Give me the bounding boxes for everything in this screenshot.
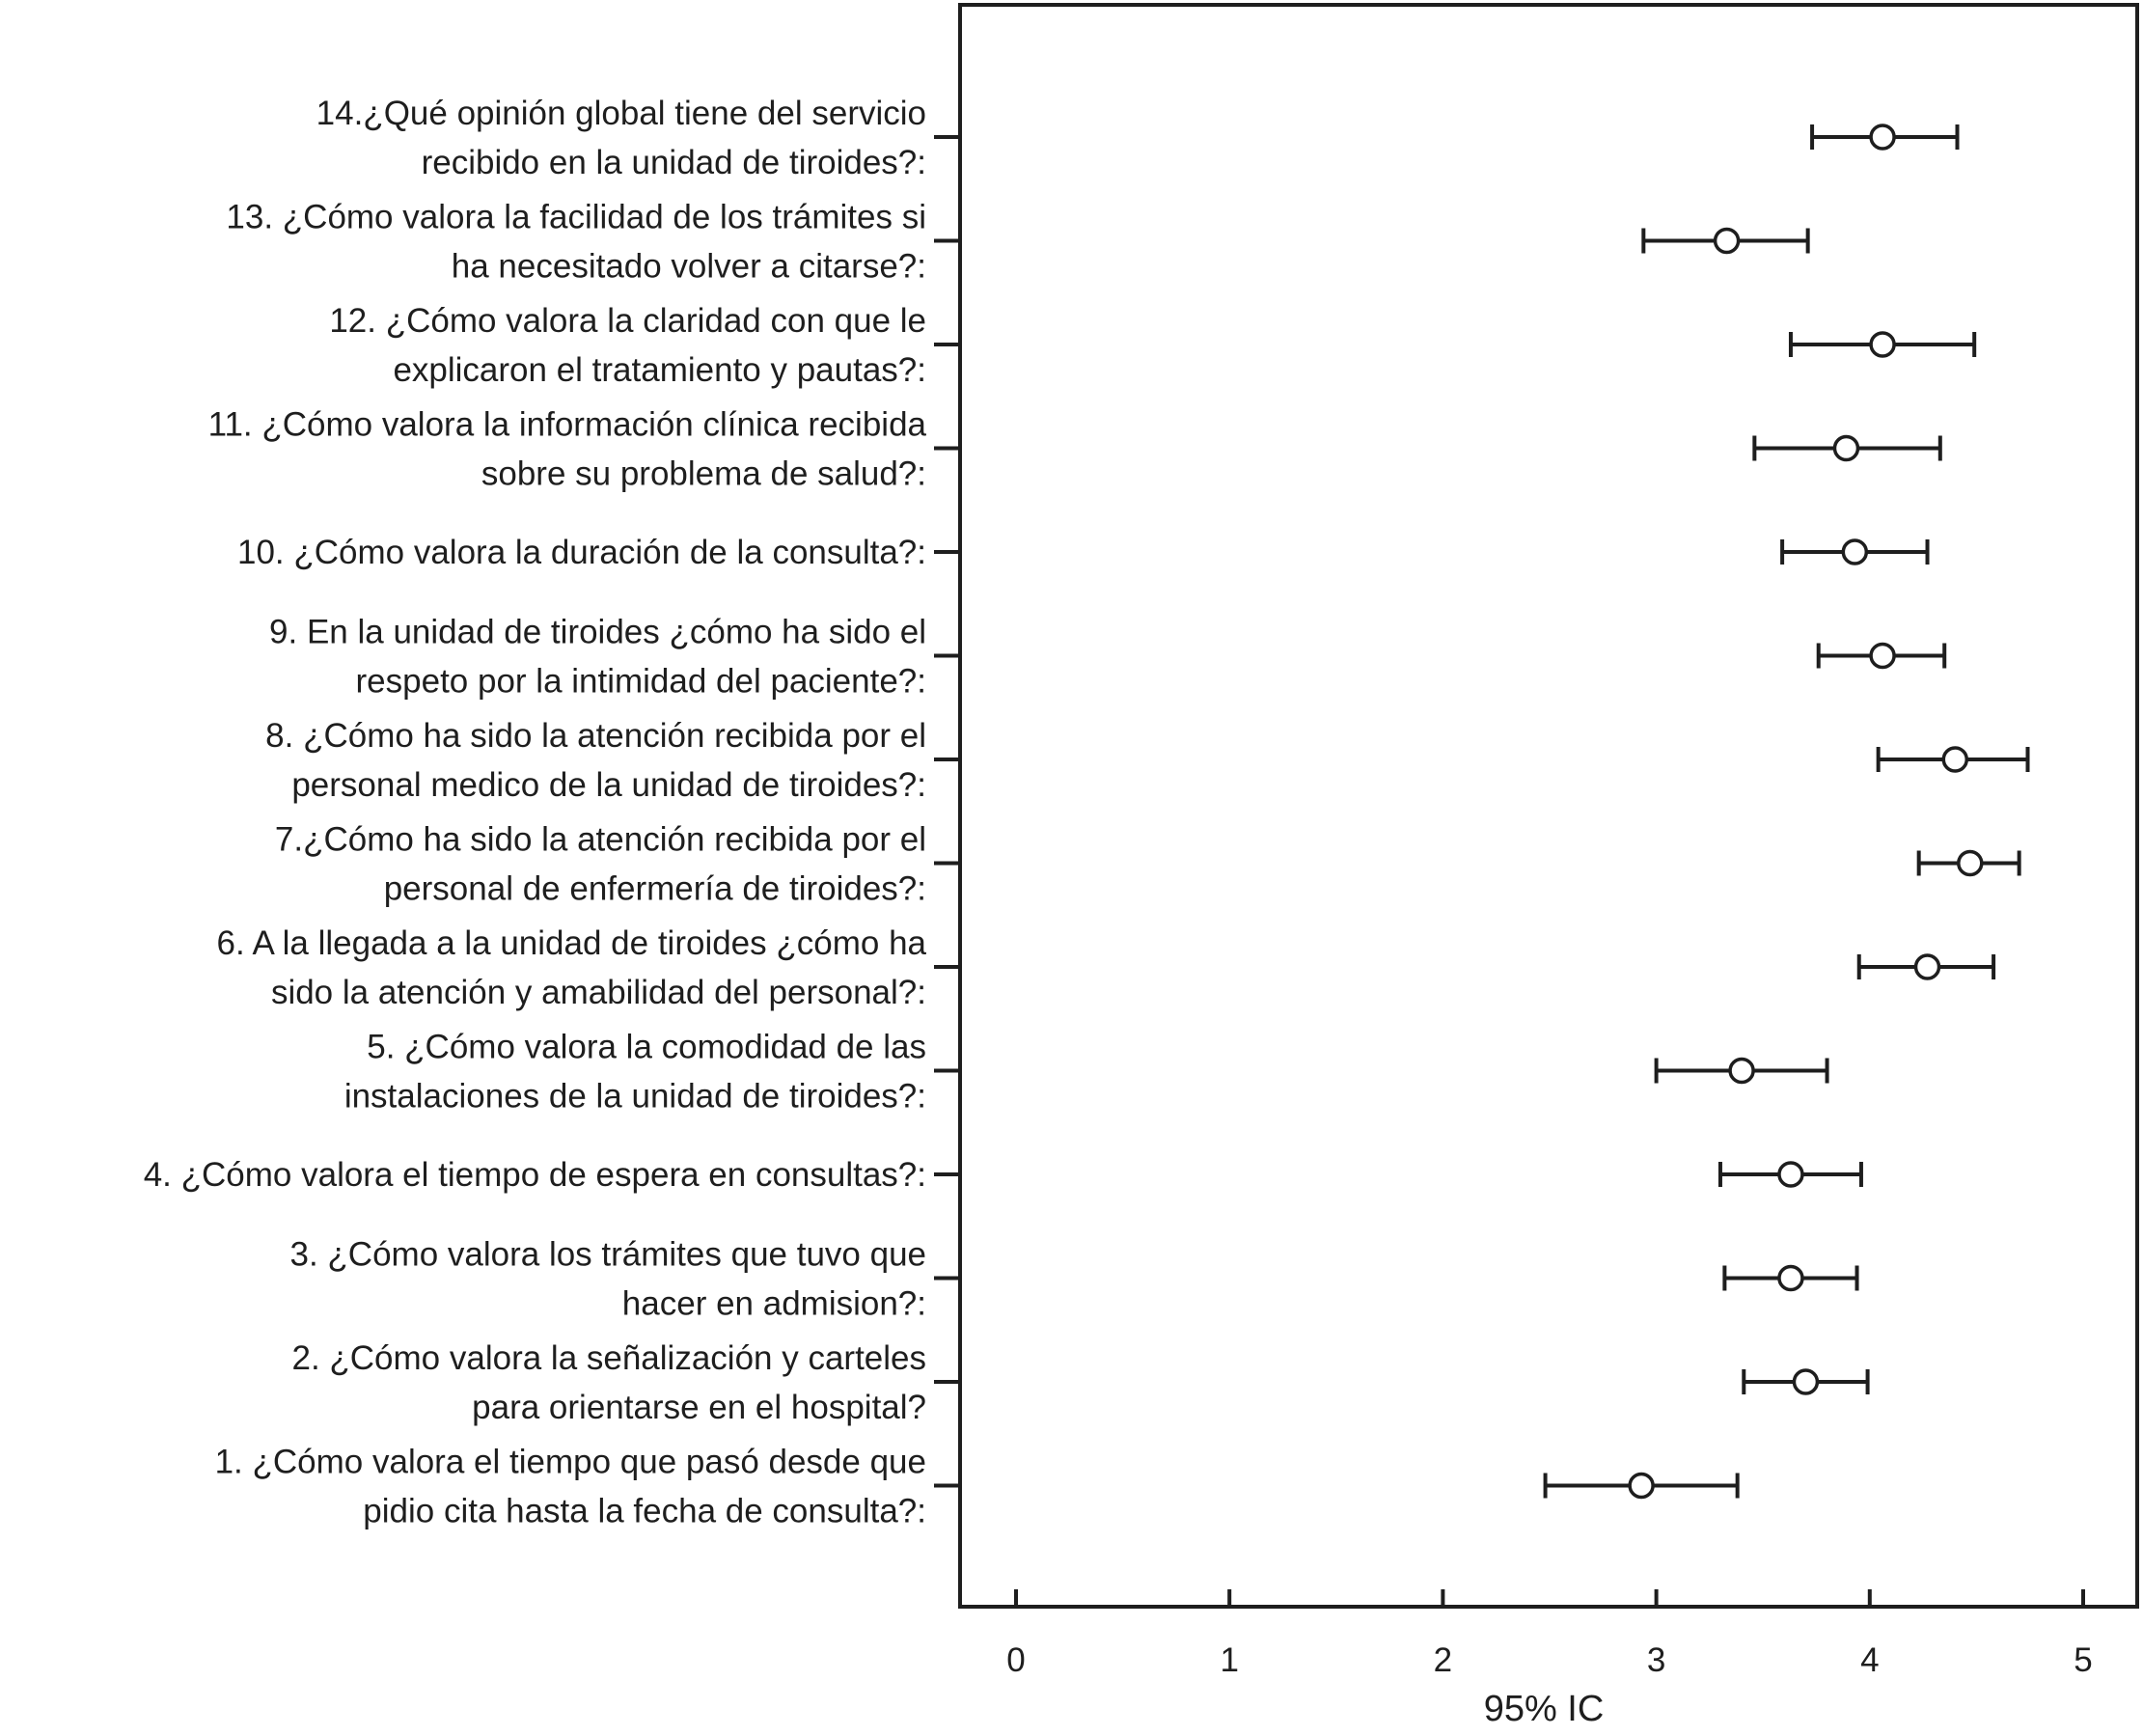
mean-marker: [1794, 1370, 1817, 1393]
y-label-line: hacer en admision?:: [621, 1284, 926, 1323]
y-label-line: 4. ¿Cómo valora el tiempo de espera en consultas?:: [143, 1156, 926, 1194]
x-tick-label: 3: [1646, 1641, 1666, 1679]
mean-marker: [1943, 748, 1966, 771]
y-label: [275, 821, 926, 908]
y-label-line: explicaron el tratamiento y pautas?:: [393, 351, 926, 389]
mean-marker: [1959, 852, 1982, 875]
x-tick-label: 1: [1220, 1641, 1239, 1679]
y-label-line: respeto por la intimidad del paciente?:: [355, 662, 926, 701]
error-bar: [1754, 436, 1939, 461]
y-label-line: 6. A la llegada a la unidad de tiroides ¿cómo ha: [216, 924, 926, 962]
error-bar: [1791, 332, 1974, 357]
mean-marker: [1871, 125, 1894, 149]
y-label: [344, 1029, 926, 1116]
mean-marker: [1834, 437, 1857, 460]
y-label: [217, 924, 927, 1011]
mean-marker: [1779, 1267, 1802, 1290]
y-label-line: 12. ¿Cómo valora la claridad con que le: [329, 302, 926, 340]
y-label-line: 11. ¿Cómo valora la información clínica recibida: [207, 405, 926, 444]
y-label: [265, 717, 926, 804]
y-label: [208, 406, 927, 493]
error-bar: [1859, 954, 1993, 979]
y-label-line: instalaciones de la unidad de tiroides?:: [343, 1077, 926, 1116]
x-axis-label: 95% IC: [1483, 1689, 1605, 1729]
error-bars: [1546, 124, 2028, 1499]
mean-marker: [1630, 1474, 1653, 1498]
y-label-line: 5. ¿Cómo valora la comodidad de las: [367, 1028, 926, 1066]
mean-marker: [1916, 955, 1939, 978]
y-label-line: 1. ¿Cómo valora el tiempo que pasó desde que: [214, 1443, 926, 1481]
error-bar: [1819, 644, 1945, 669]
y-label: [144, 1156, 926, 1194]
error-bar: [1782, 539, 1927, 565]
x-tick-label: 4: [1860, 1641, 1880, 1679]
mean-marker: [1871, 333, 1894, 356]
error-bar: [1879, 747, 2028, 772]
y-label-line: 13. ¿Cómo valora la facilidad de los trámites si: [226, 198, 926, 236]
y-label: [316, 95, 926, 181]
y-label-line: personal medico de la unidad de tiroides?:: [291, 766, 926, 804]
y-label-line: 7.¿Cómo ha sido la atención recibida por el: [274, 820, 926, 859]
y-label-line: para orientarse en el hospital?: [472, 1389, 926, 1426]
x-axis-ticks: [1006, 1589, 2092, 1679]
error-bar: [1720, 1162, 1861, 1187]
y-label-line: 9. En la unidad de tiroides ¿cómo ha sido el: [269, 613, 926, 651]
y-label-line: 14.¿Qué opinión global tiene del servicio: [316, 95, 926, 132]
y-label-line: 2. ¿Cómo valora la señalización y carteles: [291, 1339, 926, 1377]
y-label-line: sido la atención y amabilidad del personal?:: [270, 974, 926, 1011]
error-bar: [1657, 1059, 1827, 1084]
mean-marker: [1843, 540, 1866, 564]
y-label-line: 3. ¿Cómo valora los trámites que tuvo que: [289, 1235, 926, 1274]
y-label-line: pidio cita hasta la fecha de consulta?:: [363, 1492, 926, 1530]
error-bar: [1546, 1474, 1738, 1499]
y-label-line: ha necesitado volver a citarse?:: [451, 247, 926, 286]
error-bar: [1919, 851, 2019, 876]
y-label-line: sobre su problema de salud?:: [481, 455, 926, 493]
y-label: [329, 302, 926, 389]
error-bar: [1744, 1369, 1867, 1394]
y-label: [226, 199, 926, 286]
y-label: [290, 1236, 926, 1323]
y-label: [291, 1339, 926, 1426]
y-label-line: 8. ¿Cómo ha sido la atención recibida por el: [265, 717, 926, 755]
y-label: [269, 614, 926, 701]
y-label: [215, 1444, 926, 1530]
mean-marker: [1871, 645, 1894, 668]
plot-frame: [960, 5, 2137, 1607]
y-axis-ticks: [934, 137, 960, 1486]
mean-marker: [1716, 230, 1739, 253]
error-bar: [1724, 1266, 1856, 1291]
y-axis-labels: [144, 95, 927, 1530]
mean-marker: [1779, 1163, 1802, 1186]
x-tick-label: 2: [1433, 1641, 1453, 1679]
x-tick-label: 0: [1006, 1641, 1026, 1679]
error-bar: [1643, 229, 1807, 254]
y-label: [237, 534, 926, 571]
mean-marker: [1730, 1060, 1753, 1083]
x-tick-label: 5: [2074, 1641, 2093, 1679]
y-label-line: 10. ¿Cómo valora la duración de la consulta?:: [236, 534, 926, 571]
error-bar: [1812, 124, 1957, 150]
y-label-line: personal de enfermería de tiroides?:: [383, 869, 926, 908]
y-label-line: recibido en la unidad de tiroides?:: [421, 144, 926, 181]
